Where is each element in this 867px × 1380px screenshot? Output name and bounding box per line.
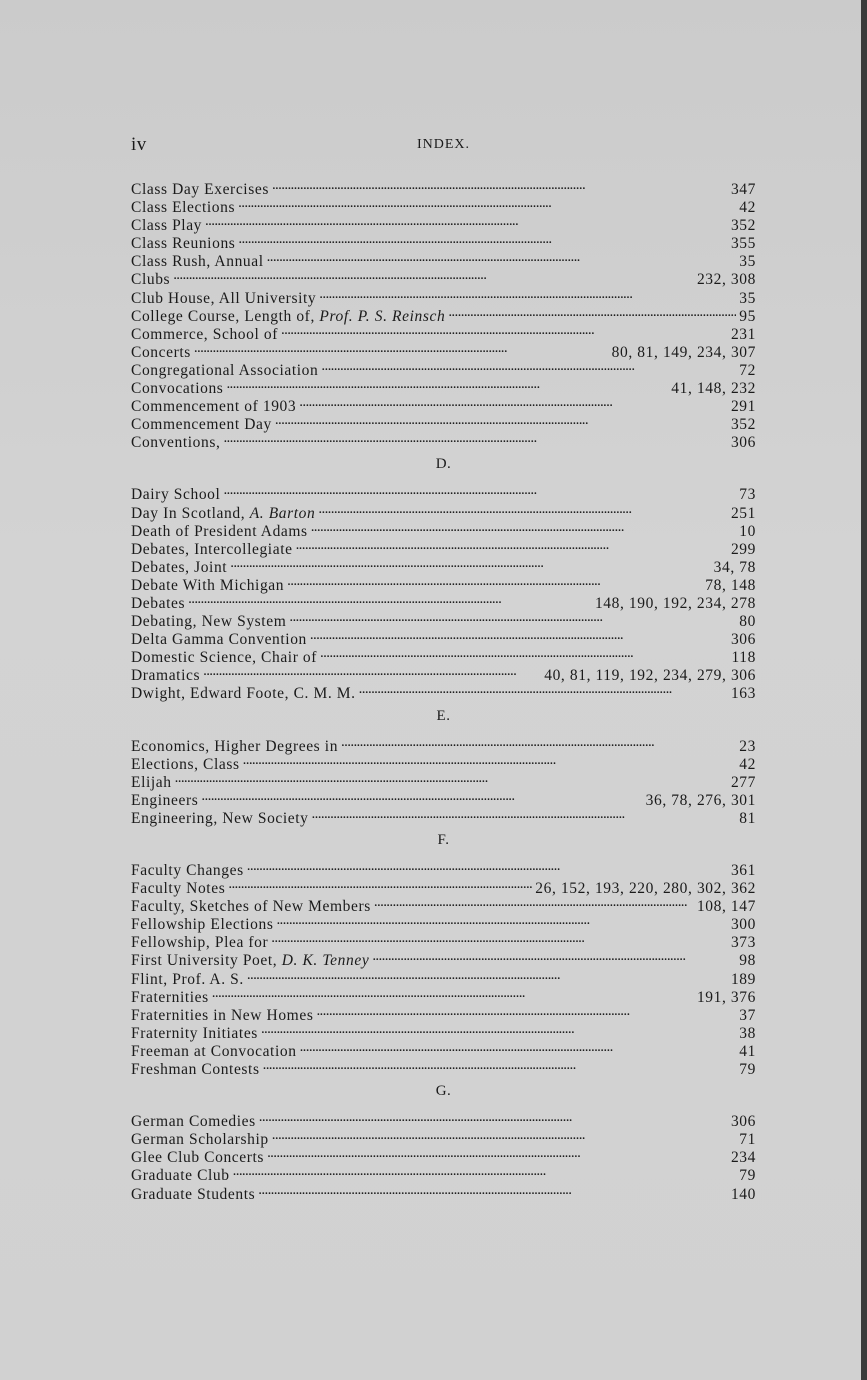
entry-name — [131, 880, 225, 898]
entry-name — [131, 810, 309, 828]
entry-name-text: Delta Gamma Convention — [131, 631, 307, 649]
entry-author: D. K. Tenney — [281, 952, 370, 970]
entry-pages: 189 — [730, 970, 756, 988]
dot-leader — [243, 751, 737, 769]
dot-leader — [299, 393, 728, 411]
index-entry — [131, 805, 756, 827]
dot-leader — [175, 769, 728, 787]
entry-name — [131, 559, 227, 577]
page-header — [131, 134, 756, 154]
entry-pages: 34, 78 — [713, 558, 756, 576]
entry-pages: 79 — [739, 1167, 756, 1185]
entry-pages: 98 — [739, 952, 756, 970]
entry-pages: 306 — [730, 631, 756, 649]
dot-leader — [173, 266, 694, 284]
entry-name-text: Class Play — [131, 217, 203, 235]
entry-pages: 37 — [739, 1006, 756, 1024]
entry-name-text: Dramatics — [131, 667, 201, 685]
entry-name — [131, 862, 244, 880]
index-entry — [131, 429, 756, 452]
entry-name-text: Class Day Exercises — [131, 181, 269, 198]
index-entry — [131, 590, 756, 612]
dot-leader — [311, 518, 737, 536]
dot-leader — [359, 680, 728, 698]
entry-pages: 355 — [730, 235, 756, 253]
entry-name-text: Debating, New System — [131, 613, 287, 631]
section-letter-heading: E. — [436, 707, 451, 724]
entry-pages: 42 — [739, 755, 756, 773]
index-section — [131, 176, 756, 452]
entry-pages: 306 — [730, 434, 756, 452]
index-entry — [131, 266, 756, 289]
entry-name-text: Faculty Changes — [131, 862, 244, 879]
entry-name — [131, 1131, 269, 1149]
entry-pages: 95 — [739, 307, 756, 325]
entry-name-text: Glee Club Concerts — [131, 1149, 265, 1167]
entry-author: A. Barton — [249, 504, 316, 522]
entry-pages: 35 — [739, 253, 756, 271]
entry-pages: 72 — [739, 361, 756, 379]
section-letter-heading: G. — [435, 1083, 452, 1100]
entry-name-text: Fellowship, Plea for — [131, 934, 269, 952]
dot-leader — [201, 787, 642, 805]
entry-name-text: Fraternity Initiates — [131, 1024, 258, 1042]
entry-pages: 80, 81, 149, 234, 307 — [611, 343, 756, 361]
dot-leader — [261, 1020, 736, 1038]
entry-name — [131, 685, 356, 703]
dot-leader — [194, 339, 609, 357]
dot-leader — [319, 285, 736, 303]
entry-name-text: Clubs — [131, 271, 171, 289]
index-entry — [131, 984, 756, 1006]
entry-name-text: Economics, Higher Degrees in — [131, 737, 339, 755]
dot-leader — [320, 644, 728, 662]
dot-leader — [223, 481, 736, 499]
entry-pages: 352 — [730, 217, 756, 235]
entry-pages: 80 — [739, 613, 756, 631]
entry-name-text: Elijah — [131, 773, 172, 791]
entry-name — [131, 380, 223, 398]
entry-name-text: Debate With Michigan — [131, 576, 285, 594]
dot-leader — [267, 1144, 728, 1162]
dot-leader — [271, 929, 728, 947]
dot-leader — [289, 608, 736, 626]
entry-name — [131, 1061, 260, 1079]
entry-pages: 36, 78, 276, 301 — [645, 791, 756, 809]
index-section — [131, 831, 756, 1079]
page-edge-shadow — [861, 0, 867, 1380]
entry-name — [131, 398, 296, 416]
entry-pages: 232, 308 — [696, 271, 756, 289]
entry-pages: 78, 148 — [705, 576, 756, 594]
page-number: iv — [131, 134, 147, 155]
dot-leader — [341, 733, 736, 751]
entry-name-text: Debates, Joint — [131, 558, 228, 576]
entry-name — [131, 667, 200, 685]
entry-name-text: Day In Scotland, — [131, 504, 250, 522]
dot-leader — [212, 984, 694, 1002]
entry-pages: 306 — [730, 1113, 756, 1131]
entry-author: Prof. P. S. Reinsch — [319, 307, 446, 325]
section-letter-heading: F. — [437, 832, 450, 848]
entry-name-text: Club House, All University — [131, 289, 317, 307]
entry-name-text: Graduate Club — [131, 1167, 230, 1185]
dot-leader — [230, 554, 710, 572]
entry-pages: 352 — [730, 416, 756, 434]
entry-pages: 234 — [730, 1149, 756, 1167]
dot-leader — [233, 1162, 737, 1180]
entry-pages: 79 — [739, 1061, 756, 1079]
index-entry — [131, 500, 756, 522]
entry-name-text: Debates, Intercollegiate — [131, 540, 293, 558]
index-entry — [131, 769, 756, 791]
entry-pages: 148, 190, 192, 234, 278 — [594, 594, 756, 612]
dot-leader — [312, 805, 737, 823]
dot-leader — [272, 176, 728, 194]
dot-leader — [300, 1038, 737, 1056]
dot-leader — [226, 375, 668, 393]
entry-name-text: Class Elections — [131, 199, 236, 217]
entry-name-text: Commencement Day — [131, 416, 272, 434]
entry-pages: 42 — [739, 199, 756, 217]
index-entry — [131, 212, 756, 235]
entry-name — [131, 523, 308, 541]
index-entry — [131, 662, 756, 685]
dot-leader — [321, 357, 736, 375]
entry-name-text: Elections, Class — [131, 755, 240, 773]
index-entry — [131, 230, 756, 253]
entry-pages: 73 — [739, 486, 756, 504]
entry-name-text: Fraternities in New Homes — [131, 1006, 314, 1024]
entry-name-text: College Course, Length of, — [131, 307, 320, 325]
dot-leader — [263, 1056, 737, 1074]
entry-name-text: Freeman at Convocation — [131, 1042, 297, 1060]
entry-pages: 373 — [730, 934, 756, 952]
index-entry — [131, 285, 756, 307]
entry-name — [131, 1186, 255, 1204]
entry-name-text: Domestic Science, Chair of — [131, 649, 318, 667]
dot-leader — [203, 662, 541, 680]
entry-pages: 108, 147 — [696, 898, 756, 916]
entry-pages: 277 — [730, 773, 756, 791]
entry-pages: 300 — [730, 916, 756, 934]
entry-pages: 81 — [739, 809, 756, 827]
entry-name — [131, 631, 307, 649]
dot-leader — [296, 536, 728, 554]
entry-pages: 163 — [730, 685, 756, 703]
entry-pages: 140 — [730, 1185, 756, 1203]
entry-pages: 118 — [731, 649, 756, 667]
entry-name-text: Graduate Students — [131, 1185, 256, 1203]
dot-leader — [287, 572, 702, 590]
entry-name-text: Class Reunions — [131, 235, 236, 253]
entry-pages: 26, 152, 193, 220, 280, 302, 362 — [535, 880, 756, 898]
entry-pages: 361 — [730, 862, 756, 879]
dot-leader — [316, 1002, 736, 1020]
entry-name — [131, 595, 185, 613]
entry-name-text: Flint, Prof. A. S. — [131, 970, 244, 988]
dot-leader — [188, 590, 592, 608]
entry-name — [131, 235, 235, 253]
index-entry — [131, 857, 756, 879]
entry-name-text: Convocations — [131, 380, 224, 398]
entry-name-text: Commerce, School of — [131, 325, 278, 343]
entry-pages: 41, 148, 232 — [671, 380, 756, 398]
dot-leader — [238, 194, 736, 212]
entry-name — [131, 290, 316, 308]
dot-leader — [275, 411, 728, 429]
index-list — [131, 176, 756, 1203]
entry-name-text: Faculty, Sketches of New Members — [131, 898, 371, 916]
entry-name — [131, 934, 268, 952]
dot-leader — [318, 500, 728, 518]
dot-leader — [374, 893, 694, 911]
index-entry — [131, 608, 756, 631]
dot-leader — [205, 212, 728, 230]
entry-pages: 23 — [739, 737, 756, 755]
entry-name-text: Conventions, — [131, 434, 221, 452]
entry-pages: 35 — [739, 289, 756, 307]
index-section — [131, 455, 756, 703]
entry-name — [131, 217, 202, 235]
dot-leader — [276, 911, 727, 929]
index-entry — [131, 787, 756, 809]
entry-name — [131, 792, 198, 810]
dot-leader — [228, 875, 532, 893]
index-entry — [131, 393, 756, 416]
dot-leader — [247, 857, 728, 875]
entry-name-text: Freshman Contests — [131, 1061, 260, 1079]
entry-pages: 38 — [739, 1024, 756, 1042]
entry-name-text: Dairy School — [131, 486, 221, 504]
entry-pages: 41 — [739, 1042, 756, 1060]
entry-name-text: Dwight, Edward Foote, C. M. M. — [131, 685, 356, 703]
entry-name-text: Death of President Adams — [131, 522, 308, 540]
dot-leader — [448, 303, 736, 321]
entry-name-text: Engineering, New Society — [131, 809, 309, 827]
dot-leader — [238, 230, 728, 248]
entry-pages: 347 — [730, 181, 756, 198]
dot-leader — [223, 429, 727, 447]
index-entry — [131, 1002, 756, 1024]
index-entry — [131, 1108, 756, 1131]
entry-name — [131, 1025, 258, 1043]
dot-leader — [247, 966, 728, 984]
entry-pages: 231 — [730, 325, 756, 343]
dot-leader — [267, 248, 737, 266]
dot-leader — [259, 1108, 728, 1126]
entry-name — [131, 1113, 256, 1131]
entry-name — [131, 774, 172, 792]
entry-name-text: Fellowship Elections — [131, 916, 274, 934]
entry-pages: 291 — [730, 398, 756, 416]
entry-name — [131, 613, 286, 631]
entry-name-text: Concerts — [131, 343, 191, 361]
index-entry — [131, 176, 756, 198]
dot-leader — [272, 1126, 737, 1144]
dot-leader — [281, 321, 728, 339]
entry-pages: 299 — [730, 540, 756, 558]
entry-pages: 10 — [739, 522, 756, 540]
entry-name — [131, 271, 170, 289]
entry-name-text: German Scholarship — [131, 1131, 269, 1149]
entry-name-text: Debates — [131, 594, 186, 612]
entry-name-text: Fraternities — [131, 988, 209, 1006]
entry-pages: 40, 81, 119, 192, 234, 279, 306 — [544, 667, 756, 685]
entry-name — [131, 344, 191, 362]
entry-name — [131, 916, 273, 934]
entry-name-text: Faculty Notes — [131, 880, 226, 898]
index-section — [131, 707, 756, 827]
entry-name — [131, 505, 315, 523]
entry-name-text: German Comedies — [131, 1113, 256, 1131]
section-letter-heading: D. — [435, 456, 452, 473]
dot-leader — [310, 626, 728, 644]
index-entry — [131, 357, 756, 379]
entry-name-text: Class Rush, Annual — [131, 253, 264, 271]
index-entry — [131, 680, 756, 703]
dot-leader — [372, 947, 736, 965]
entry-name — [131, 486, 220, 504]
entry-name — [131, 434, 220, 452]
dot-leader — [258, 1181, 728, 1199]
index-entry — [131, 733, 756, 755]
entry-name-text: First University Poet, — [131, 952, 282, 970]
running-title: INDEX. — [416, 137, 471, 152]
entry-pages: 251 — [730, 504, 756, 522]
entry-name — [131, 989, 209, 1007]
index-entry — [131, 339, 756, 361]
entry-name-text: Commencement of 1903 — [131, 398, 297, 416]
entry-pages: 71 — [739, 1131, 756, 1149]
entry-name-text: Congregational Association — [131, 361, 319, 379]
entry-name-text: Engineers — [131, 791, 199, 809]
entry-pages: 191, 376 — [696, 988, 756, 1006]
entry-name — [131, 1167, 230, 1185]
index-section — [131, 1082, 756, 1203]
index-entry — [131, 481, 756, 504]
